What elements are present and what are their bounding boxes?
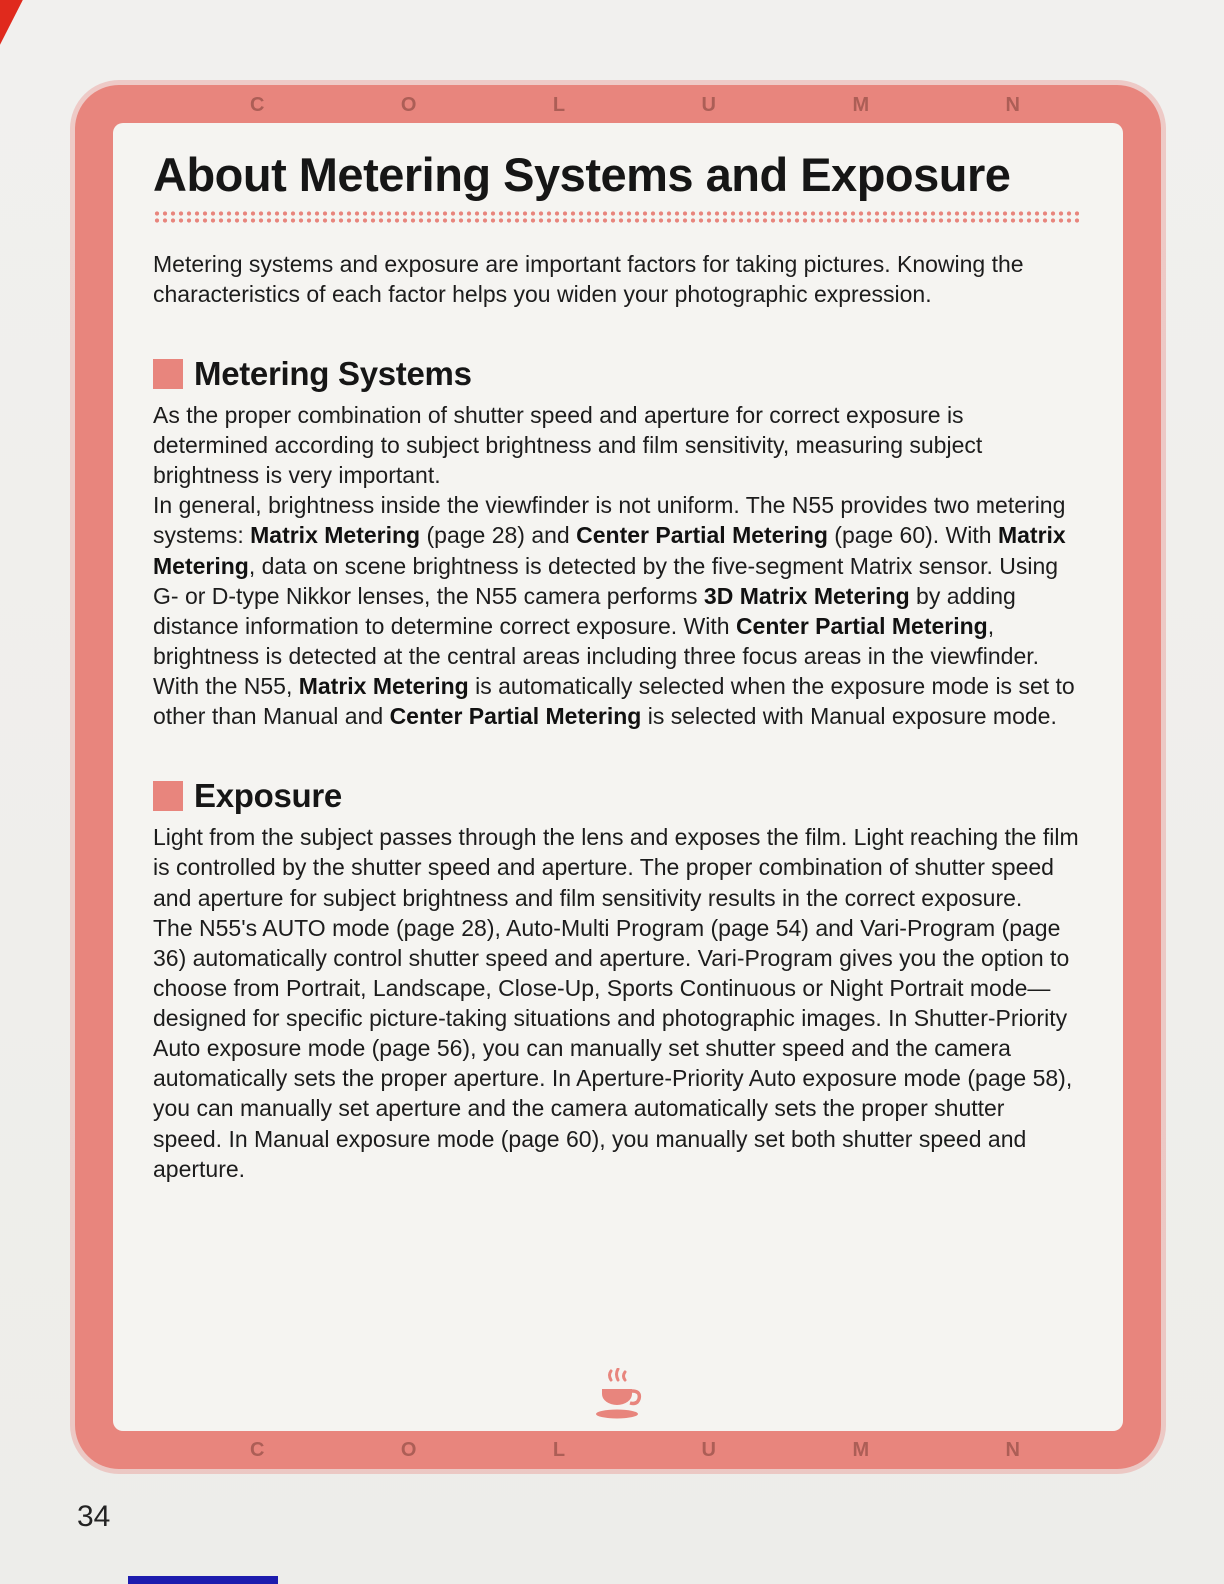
body-paragraph: As the proper combination of shutter speed and aperture for correct exposure is determined according to subject brightness and film sensitivity, measuring subject brightness is very important. — [153, 401, 983, 489]
column-letter: N — [1005, 94, 1021, 116]
section-heading-text: Metering Systems — [194, 354, 472, 392]
body-paragraph: The N55's AUTO mode (page 28), Auto-Multi Program (page 54) and Vari-Program (page 36) automatically control shutter speed and aperture. Vari-Program gives you the option to choose from Portrait, Landscape, Close-Up, Sports Continuous or Night Portrait mode—designed for specific picture-taking situations and photographic images. In Shutter-Priority Auto exposure mode (page 56), you can manually set shutter speed and the camera automatically sets the proper aperture. In Aperture-Priority Auto exposure mode (page 58), you can manually set aperture and the camera automatically sets the proper shutter speed. In Manual exposure mode (page 60), you manually set both shutter speed and aperture. — [153, 914, 1073, 1182]
intro-paragraph: Metering systems and exposure are important factors for taking pictures. Knowing the characteristics of each factor helps you widen your photographic expression. — [153, 250, 1024, 307]
section-heading — [153, 355, 1079, 393]
coffee-cup-icon — [589, 1368, 647, 1427]
column-letter: U — [701, 94, 717, 116]
column-letter: C — [250, 94, 266, 116]
scan-artifact-red — [0, 0, 23, 56]
column-letter: M — [852, 1439, 871, 1461]
column-letter: L — [552, 94, 567, 116]
column-header-letters — [250, 94, 1021, 117]
column-letter: M — [852, 94, 871, 116]
section-marker-icon — [153, 781, 183, 811]
dotted-underline — [153, 210, 1079, 223]
column-letter: O — [400, 94, 418, 116]
body-paragraph: Light from the subject passes through the lens and exposes the film. Light reaching the film is controlled by the shutter speed and aperture. The proper combination of shutter speed and aperture for subject brightness and film sensitivity results in the correct exposure. — [153, 824, 1079, 911]
section-marker-icon — [153, 359, 183, 389]
section-heading — [153, 777, 1079, 815]
section-metering-systems — [153, 355, 1079, 731]
column-letter: U — [701, 1439, 717, 1461]
page-content — [113, 123, 1123, 1431]
column-letter: L — [552, 1439, 567, 1461]
page-number: 34 — [77, 1500, 111, 1533]
column-letter: C — [250, 1439, 266, 1461]
scan-artifact-blue — [128, 1576, 278, 1584]
column-border-frame — [75, 85, 1161, 1469]
column-letter: N — [1005, 1439, 1021, 1461]
body-paragraph: In general, brightness inside the viewfinder is not uniform. The N55 provides two metering systems: Matrix Metering (page 28) and Center Partial Metering (page 60). With Matrix Metering, data on scene brightness is detected by the five-segment Matrix sensor. Using G- or D-type Nikkor lenses, the N55 camera performs 3D Matrix Metering by adding distance information to determine correct exposure. With Center Partial Metering, brightness is detected at the central areas including three focus areas in the viewfinder. With the N55, Matrix Metering is automatically selected when the exposure mode is set to other than Manual and Center Partial Metering is selected with Manual exposure mode. — [153, 492, 1075, 730]
section-exposure — [153, 777, 1079, 1184]
section-heading-text: Exposure — [194, 777, 342, 815]
column-footer-letters — [250, 1439, 1021, 1462]
column-letter: O — [400, 1439, 418, 1461]
page-title: About Metering Systems and Exposure — [153, 148, 1011, 201]
